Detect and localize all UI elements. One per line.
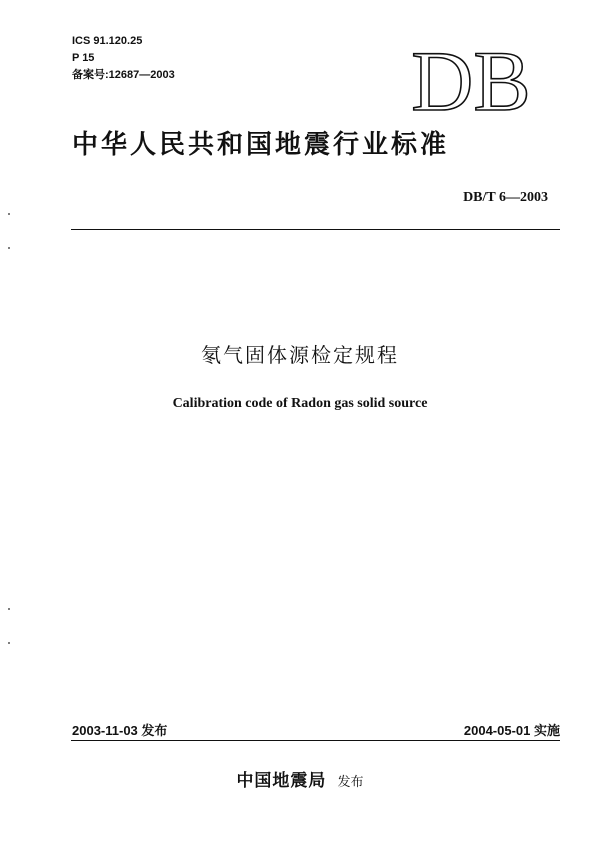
publisher-line (0, 766, 600, 791)
issue-date: 2003-11-03 发布 (72, 723, 168, 738)
document-title-en: Calibration code of Radon gas solid source (172, 396, 428, 411)
category-code: P 15 (72, 52, 95, 64)
record-number: 备案号:12687—2003 (72, 69, 175, 81)
standard-number: DB/T 6—2003 (463, 190, 548, 205)
scan-speck (8, 642, 10, 644)
scan-speck (8, 608, 10, 610)
publisher-name: 中国地震局 (236, 771, 327, 791)
implementation-date: 2004-05-01 实施 (463, 723, 560, 738)
standard-type-title: 中华人民共和国地震行业标准 (72, 130, 450, 160)
footer-divider (71, 740, 560, 741)
document-title-cn: 氡气固体源检定规程 (201, 343, 399, 367)
scan-speck (8, 213, 10, 215)
header-divider (71, 229, 560, 230)
db-logo (410, 40, 532, 118)
publisher-action: 发布 (337, 775, 364, 790)
ics-code: ICS 91.120.25 (72, 35, 143, 47)
scan-speck (8, 247, 10, 249)
db-logo-text: DB (411, 40, 531, 118)
